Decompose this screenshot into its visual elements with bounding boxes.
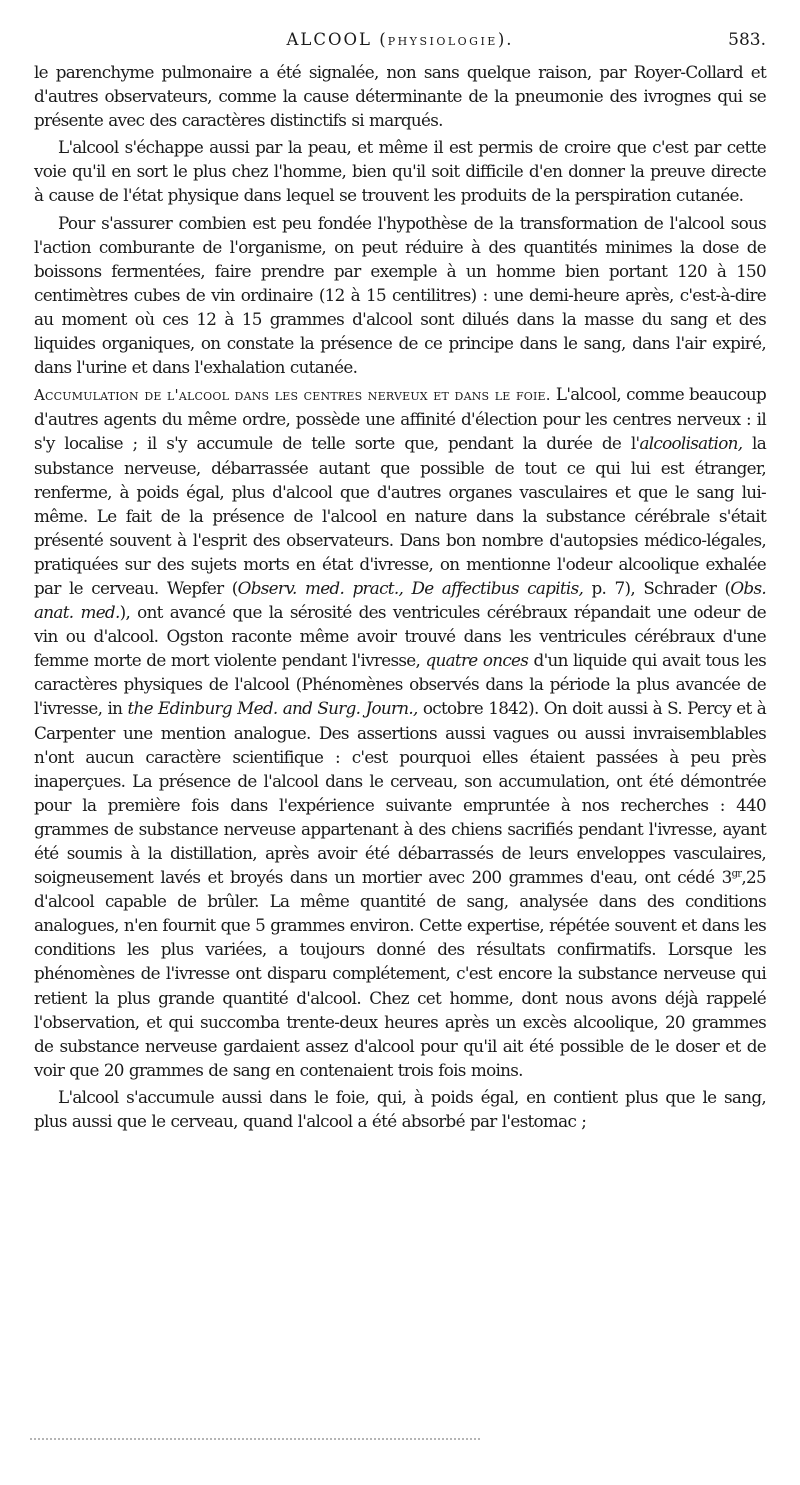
paragraph-4-text-5: d'un liquide qui avait tous les caractères physiques de l'alcool (Phénomènes observés dans la période la plus avancée de l'ivresse, in [34,650,766,719]
paragraph-4 [34,382,766,1082]
running-head-main: ALCOOL [286,30,372,49]
running-head-paren-open: ( [372,30,388,49]
running-head-paren-close: ). [497,30,514,49]
paragraph-4-text-7: ,25 d'alcool capable de brûler. La même quantité de sang, analysée dans des conditions analogues, n'en fournit que 5 grammes environ. Cette expertise, répétée souvent et dans les conditions les plus variées, a toujours donné des résultats confirmatifs. Lorsque les phénomènes de l'ivresse ont disparu complétement, c'est encore la substance nerveuse qui retient la plus grande quantité d'alcool. Chez cet homme, dont nous avons déjà rappelé l'observation, et qui succomba trente-deux heures après un excès alcoolique, 20 grammes de substance nerveuse gardaient assez d'alcool pour qu'il ait été possible de le doser et de voir que 20 grammes de sang en contenaient trois fois moins. [34,867,766,1080]
paragraph-2: L'alcool s'échappe aussi par la peau, et même il est permis de croire que c'est par cette voie qu'il en sort le plus chez l'homme, bien qu'il soit difficile d'en donner la preuve directe à cause de l'état physique dans lequel se trouvent les produits de la perspiration cutanée. [34,137,766,206]
section-heading: Accumulation de l'alcool dans les centres nerveux et dans le foie. [34,386,551,405]
italic-quatre-onces: quatre onces [425,650,529,671]
italic-alcoolisation: alcoolisation, [639,433,743,454]
citation-edinburg-journal: the Edinburg Med. and Surg. Journ., [127,698,418,719]
paragraph-1: le parenchyme pulmonaire a été signalée, non sans quelque raison, par Royer-Collard et d'autres observateurs, comme la cause déterminante de la pneumonie des ivrognes qui se présente avec des caractères distinctifs si marqués. [34,62,766,131]
citation-wepfer: Observ. med. pract., De affectibus capitis, [237,577,584,598]
running-head-subtitle: PHYSIOLOGIE [387,35,498,48]
paragraph-4-text-2: la substance nerveuse, débarrassée autant que possible de tout ce qui lui est étranger, renferme, à poids égal, plus d'alcool que d'autres organes vasculaires et que le sang lui-même. Le fait de la présence de l'alcool en nature dans la substance cérébrale s'était présenté souvent à l'esprit des observateurs. Dans bon nombre d'autopsies médico-légales, pratiquées sur des sujets morts en état d'ivresse, on mentionne l'odeur alcoolique exhalée par le cerveau. Wepfer ( [34,433,767,598]
footer-rule [30,1438,480,1444]
paragraph-4-text-6: octobre 1842). On doit aussi à S. Percy et à Carpenter une mention analogue. Des assertions aussi vagues ou aussi invraisemblables n'ont aucun caractère scientifique : c'est pourquoi elles étaient passées à peu près inaperçues. La présence de l'alcool dans le cerveau, son accumulation, ont été démontrée pour la première fois dans l'expérience suivante empruntée à nos recherches : 440 grammes de substance nerveuse appartenant à des chiens sacrifiés pendant l'ivresse, ayant été soumis à la distillation, après avoir été débarrassés de leurs enveloppes vasculaires, soigneusement lavés et broyés dans un mortier avec 200 grammes d'eau, ont cédé 3 [34,698,766,888]
paragraph-4-text-1: L'alcool, comme beaucoup d'autres agents du même ordre, possède une affinité d'élection pour les centres nerveux : il s'y localise ; il s'y accumule de telle sorte que, pendant la durée de l' [34,384,766,454]
paragraph-3: Pour s'assurer combien est peu fondée l'hypothèse de la transformation de l'alcool sous l'action comburante de l'organisme, on peut réduire à des quantités minimes la dose de boissons fermentées, faire prendre par exemple à un homme bien portant 120 à 150 centimètres cubes de vin ordinaire (12 à 15 centilitres) : une demi-heure après, c'est-à-dire au moment où ces 12 à 15 grammes d'alcool sont dilués dans la masse du sang et des liquides organiques, on constate la présence de ce principe dans le sang, dans l'air expiré, dans l'urine et dans l'exhalation cutanée. [34,212,766,378]
running-head [34,30,766,56]
citation-schrader: Obs. anat. med. [34,577,767,623]
running-head-title [34,30,766,49]
body-text [34,60,766,1133]
paragraph-4-text-4: ), ont avancé que la sérosité des ventricules cérébraux répandait une odeur de vin ou d'alcool. Ogston raconte même avoir trouvé dans les ventricules cérébraux d'une femme morte de mort violente pendant l'ivresse, [34,602,766,671]
paragraph-4-text-3: p. 7), Schrader ( [583,577,731,598]
page-number: 583. [728,30,766,50]
paragraph-5: L'alcool s'accumule aussi dans le foie, qui, à poids égal, en contient plus que le sang, plus aussi que le cerveau, quand l'alcool a été absorbé par l'estomac ; [34,1086,766,1132]
grams-superscript: gr [731,868,742,880]
